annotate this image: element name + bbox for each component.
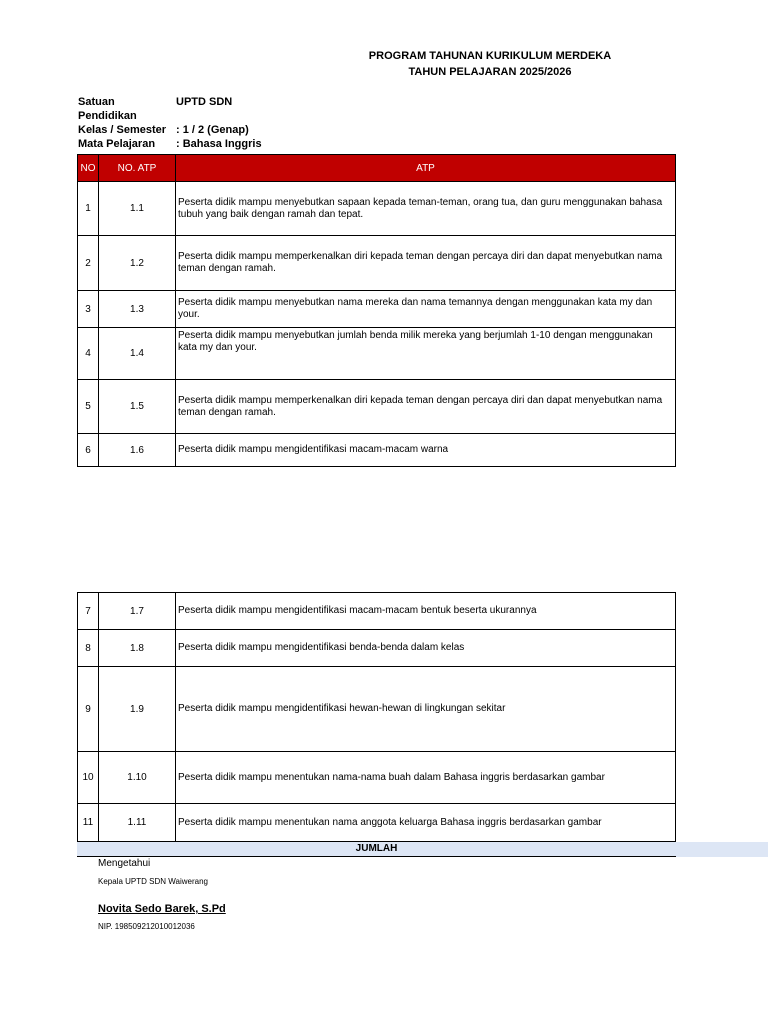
cell-atp-no: 1.6	[99, 434, 176, 467]
column-header-atp-no: NO. ATP	[99, 155, 176, 182]
cell-atp-no: 1.11	[99, 804, 176, 842]
table-row	[78, 380, 676, 434]
cell-atp-no: 1.1	[99, 182, 176, 236]
signature-acknowledge: Mengetahui	[98, 858, 151, 869]
cell-atp-no: 1.2	[99, 236, 176, 291]
meta-value: UPTD SDN	[176, 96, 233, 108]
cell-atp: Peserta didik mampu mengidentifikasi macam-macam warna	[176, 434, 676, 467]
cell-atp: Peserta didik mampu menentukan nama anggota keluarga Bahasa inggris berdasarkan gambar	[176, 804, 676, 842]
cell-no: 3	[78, 291, 99, 328]
cell-atp-no: 1.8	[99, 630, 176, 667]
cell-no: 4	[78, 328, 99, 380]
cell-atp-no: 1.4	[99, 328, 176, 380]
document-meta	[78, 95, 262, 151]
cell-no: 11	[78, 804, 99, 842]
table-row	[78, 593, 676, 630]
column-header-no: NO	[78, 155, 99, 182]
cell-atp: Peserta didik mampu menyebutkan sapaan kepada teman-teman, orang tua, dan guru menggunakan bahasa tubuh yang baik dengan ramah dan tepat.	[176, 182, 676, 236]
meta-row-school	[78, 95, 262, 123]
meta-label: Kelas / Semester	[78, 124, 167, 136]
cell-atp-no: 1.3	[99, 291, 176, 328]
cell-no: 10	[78, 752, 99, 804]
table-row	[78, 667, 676, 752]
atp-table-part-2	[77, 592, 676, 842]
signature-role: Kepala UPTD SDN Waiwerang	[98, 877, 208, 886]
cell-atp-no: 1.10	[99, 752, 176, 804]
cell-atp: Peserta didik mampu mengidentifikasi hewan-hewan di lingkungan sekitar	[176, 667, 676, 752]
total-row-label: JUMLAH	[77, 842, 676, 857]
cell-no: 9	[78, 667, 99, 752]
meta-row-class	[78, 123, 262, 137]
meta-row-subject	[78, 137, 262, 151]
table-row	[78, 804, 676, 842]
cell-no: 5	[78, 380, 99, 434]
cell-atp: Peserta didik mampu menyebutkan jumlah benda milik mereka yang berjumlah 1-10 dengan menggunakan kata my dan your.	[176, 328, 676, 380]
cell-atp-no: 1.9	[99, 667, 176, 752]
cell-no: 2	[78, 236, 99, 291]
table-row	[78, 434, 676, 467]
cell-atp-no: 1.7	[99, 593, 176, 630]
cell-no: 6	[78, 434, 99, 467]
meta-label: Satuan Pendidikan	[78, 96, 137, 122]
cell-atp: Peserta didik mampu mengidentifikasi benda-benda dalam kelas	[176, 630, 676, 667]
table-row	[78, 630, 676, 667]
cell-no: 1	[78, 182, 99, 236]
signature-name: Novita Sedo Barek, S.Pd	[98, 903, 226, 915]
table-row	[78, 328, 676, 380]
cell-no: 8	[78, 630, 99, 667]
meta-value: : Bahasa Inggris	[176, 138, 262, 150]
atp-table-part-1	[77, 154, 676, 467]
cell-no: 7	[78, 593, 99, 630]
meta-value: : 1 / 2 (Genap)	[176, 124, 249, 136]
table-row	[78, 182, 676, 236]
cell-atp: Peserta didik mampu menentukan nama-nama buah dalam Bahasa inggris berdasarkan gambar	[176, 752, 676, 804]
academic-year: TAHUN PELAJARAN 2025/2026	[408, 66, 572, 78]
cell-atp-no: 1.5	[99, 380, 176, 434]
column-header-atp: ATP	[176, 155, 676, 182]
table-row	[78, 291, 676, 328]
table-header-row	[78, 155, 676, 182]
signature-nip: NIP. 198509212010012036	[98, 922, 195, 931]
table-row	[78, 236, 676, 291]
cell-atp: Peserta didik mampu mengidentifikasi macam-macam bentuk beserta ukurannya	[176, 593, 676, 630]
table-row	[78, 752, 676, 804]
document-title: PROGRAM TAHUNAN KURIKULUM MERDEKA	[368, 50, 612, 62]
cell-atp: Peserta didik mampu memperkenalkan diri kepada teman dengan percaya diri dan dapat menyebutkan nama teman dengan ramah.	[176, 236, 676, 291]
cell-atp: Peserta didik mampu menyebutkan nama mereka dan nama temannya dengan menggunakan kata my dan your.	[176, 291, 676, 328]
cell-atp: Peserta didik mampu memperkenalkan diri kepada teman dengan percaya diri dan dapat menyebutkan nama teman dengan ramah.	[176, 380, 676, 434]
meta-label: Mata Pelajaran	[78, 138, 156, 150]
